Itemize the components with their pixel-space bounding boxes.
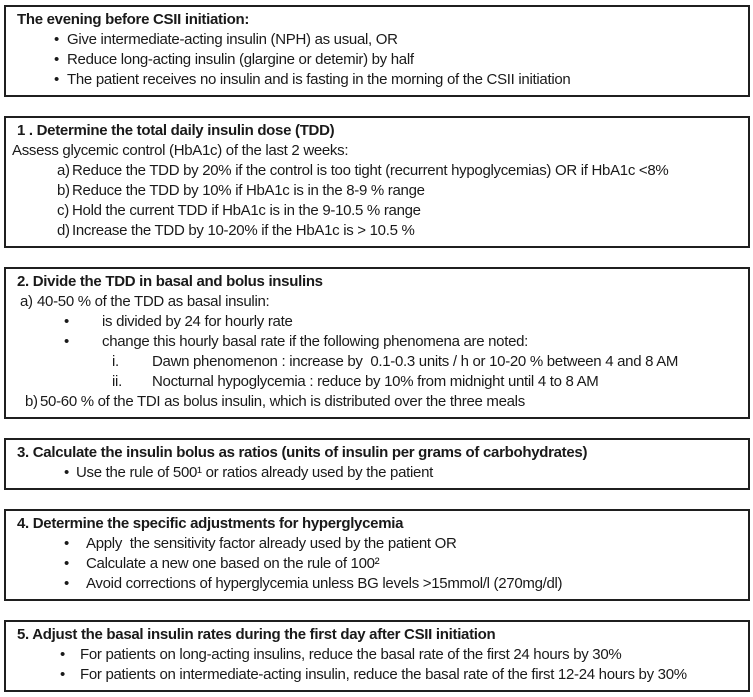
protocol-box-step4-hyperglycemia — [4, 509, 750, 601]
bullet-text: is divided by 24 for hourly rate — [102, 313, 293, 330]
box-title: 3. Calculate the insulin bolus as ratios (units of insulin per grams of carbohydrates) — [17, 444, 588, 461]
protocol-box-step5-first-day-basal — [4, 620, 750, 692]
bullet-marker: • — [64, 575, 69, 592]
bullet-text: Calculate a new one based on the rule of 100² — [86, 555, 380, 572]
bullet-text: change this hourly basal rate if the following phenomena are noted: — [102, 333, 529, 350]
letter-marker: a) — [57, 162, 70, 179]
bullet-item — [64, 554, 742, 574]
bullet-text: The patient receives no insulin and is fasting in the morning of the CSII initiation — [67, 71, 571, 88]
letter-marker: b) — [57, 182, 70, 199]
item-text: 40-50 % of the TDD as basal insulin: — [37, 293, 270, 310]
lettered-item — [57, 161, 742, 181]
box-title: 1 . Determine the total daily insulin dose (TDD) — [17, 122, 335, 139]
bullet-item — [64, 534, 742, 554]
bullet-marker: • — [60, 666, 65, 683]
item-text: Nocturnal hypoglycemia : reduce by 10% from midnight until 4 to 8 AM — [152, 373, 599, 390]
bullet-marker: • — [64, 313, 69, 330]
roman-item — [112, 372, 742, 392]
item-text: Reduce the TDD by 20% if the control is too tight (recurrent hypoglycemias) OR if HbA1c <8% — [72, 162, 669, 179]
bullet-text: Avoid corrections of hyperglycemia unless BG levels >15mmol/l (270mg/dl) — [86, 575, 563, 592]
bullet-item — [54, 70, 742, 90]
box-title: 2. Divide the TDD in basal and bolus insulins — [17, 273, 323, 290]
bullet-marker: • — [64, 464, 69, 481]
protocol-box-evening-before — [4, 5, 750, 97]
bullet-text: Use the rule of 500¹ or ratios already used by the patient — [76, 464, 433, 481]
bullet-item — [54, 30, 742, 50]
item-text: Reduce the TDD by 10% if HbA1c is in the 8-9 % range — [72, 182, 425, 199]
item-text: Dawn phenomenon : increase by 0.1-0.3 units / h or 10-20 % between 4 and 8 AM — [152, 353, 679, 370]
item-text: 50-60 % of the TDI as bolus insulin, which is distributed over the three meals — [40, 393, 525, 410]
box-title: 4. Determine the specific adjustments for hyperglycemia — [17, 515, 404, 532]
box-title: 5. Adjust the basal insulin rates during the first day after CSII initiation — [17, 626, 496, 643]
bullet-text: Give intermediate-acting insulin (NPH) as usual, OR — [67, 31, 398, 48]
bullet-item — [64, 312, 742, 332]
bullet-marker: • — [60, 646, 65, 663]
lettered-item — [25, 392, 742, 412]
protocol-box-step2-basal-bolus — [4, 267, 750, 419]
box-title: The evening before CSII initiation: — [17, 11, 250, 28]
letter-marker: d) — [57, 222, 70, 239]
lettered-item — [57, 221, 742, 241]
protocol-box-step3-bolus-ratios — [4, 438, 750, 490]
bullet-item — [64, 574, 742, 594]
bullet-item — [54, 50, 742, 70]
bullet-marker: • — [54, 31, 59, 48]
lettered-item — [57, 181, 742, 201]
bullet-item — [64, 332, 742, 352]
bullet-marker: • — [54, 71, 59, 88]
roman-marker: ii. — [112, 373, 122, 390]
bullet-text: For patients on long-acting insulins, reduce the basal rate of the first 24 hours by 30% — [80, 646, 622, 663]
bullet-text: Reduce long-acting insulin (glargine or detemir) by half — [67, 51, 414, 68]
bullet-text: For patients on intermediate-acting insulin, reduce the basal rate of the first 12-24 hours by 30% — [80, 666, 687, 683]
bullet-item — [60, 645, 742, 665]
item-text: Hold the current TDD if HbA1c is in the 9-10.5 % range — [72, 202, 421, 219]
letter-marker: a) — [20, 293, 33, 310]
roman-item — [112, 352, 742, 372]
intro-text: Assess glycemic control (HbA1c) of the last 2 weeks: — [12, 142, 349, 159]
bullet-marker: • — [64, 535, 69, 552]
roman-marker: i. — [112, 353, 119, 370]
bullet-marker: • — [54, 51, 59, 68]
bullet-marker: • — [64, 555, 69, 572]
letter-marker: b) — [25, 393, 38, 410]
protocol-box-step1-tdd — [4, 116, 750, 248]
item-text: Increase the TDD by 10-20% if the HbA1c is > 10.5 % — [72, 222, 415, 239]
letter-marker: c) — [57, 202, 69, 219]
bullet-item — [64, 463, 742, 483]
lettered-item — [20, 292, 742, 312]
bullet-text: Apply the sensitivity factor already used by the patient OR — [86, 535, 457, 552]
bullet-marker: • — [64, 333, 69, 350]
bullet-item — [60, 665, 742, 685]
lettered-item — [57, 201, 742, 221]
